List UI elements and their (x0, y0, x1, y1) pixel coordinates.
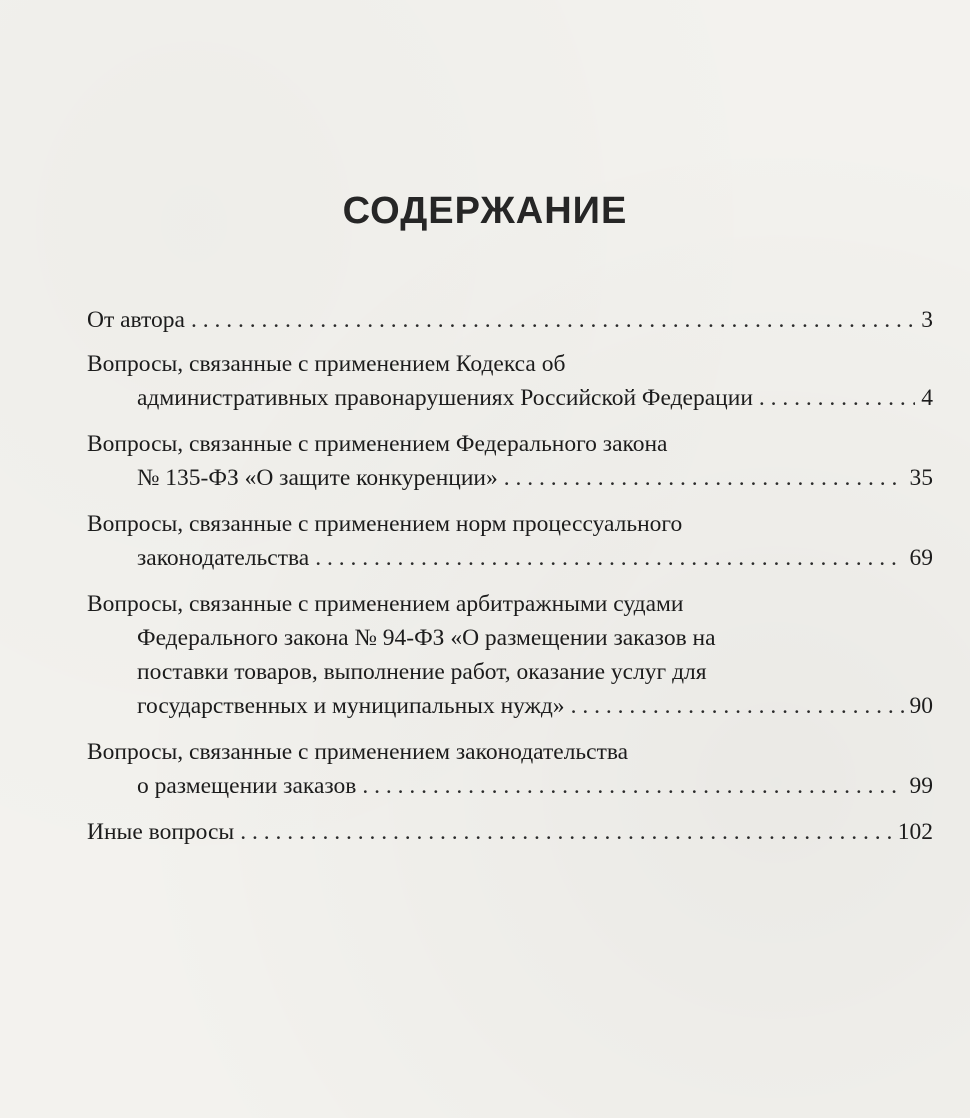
toc-entry-title: Вопросы, связанные с применением арбитражными судами (87, 591, 684, 617)
toc-page-number: 99 (909, 773, 933, 799)
table-of-contents (87, 303, 933, 849)
toc-page-number: 102 (897, 819, 933, 845)
toc-entry-author (87, 303, 933, 337)
toc-entry-orders (87, 735, 933, 803)
toc-entry-title: Вопросы, связанные с применением норм процессуального (87, 511, 683, 537)
toc-entry-other (87, 815, 933, 849)
toc-page-number: 35 (909, 465, 933, 491)
toc-entry-title: Иные вопросы (87, 819, 235, 845)
toc-entry-title-cont: государственных и муниципальных нужд» (137, 693, 565, 719)
toc-entry-title-cont: № 135-ФЗ «О защите конкуренции» (137, 465, 498, 491)
leader-dots (504, 461, 904, 495)
toc-entry-title: Вопросы, связанные с применением Федерального закона (87, 431, 668, 457)
toc-entry-procedural (87, 507, 933, 575)
toc-entry-title: Вопросы, связанные с применением Кодекса об (87, 351, 566, 377)
toc-entry-title: Вопросы, связанные с применением законодательства (87, 739, 629, 765)
leader-dots (571, 689, 904, 723)
leader-dots (759, 381, 915, 415)
toc-entry-title-cont: о размещении заказов (137, 773, 357, 799)
toc-entry-title: От автора (87, 307, 185, 333)
toc-entry-koap (87, 347, 933, 415)
leader-dots (315, 541, 903, 575)
toc-entry-title-cont: законодательства (137, 545, 310, 571)
toc-page-number: 69 (909, 545, 933, 571)
toc-page-number: 4 (921, 385, 933, 411)
toc-entry-94fz (87, 587, 933, 723)
toc-entry-title-cont: Федерального закона № 94-ФЗ «О размещении заказов на (137, 625, 716, 651)
toc-entry-title-cont: поставки товаров, выполнение работ, оказание услуг для (137, 659, 707, 685)
page-title: СОДЕРЖАНИЕ (342, 190, 628, 232)
leader-dots (362, 769, 903, 803)
toc-entry-competition (87, 427, 933, 495)
toc-page-number: 90 (909, 693, 933, 719)
toc-page-number: 3 (921, 307, 933, 333)
toc-entry-title-cont: административных правонарушениях Российской Федерации (137, 385, 753, 411)
leader-dots (191, 303, 915, 337)
leader-dots (240, 815, 892, 849)
